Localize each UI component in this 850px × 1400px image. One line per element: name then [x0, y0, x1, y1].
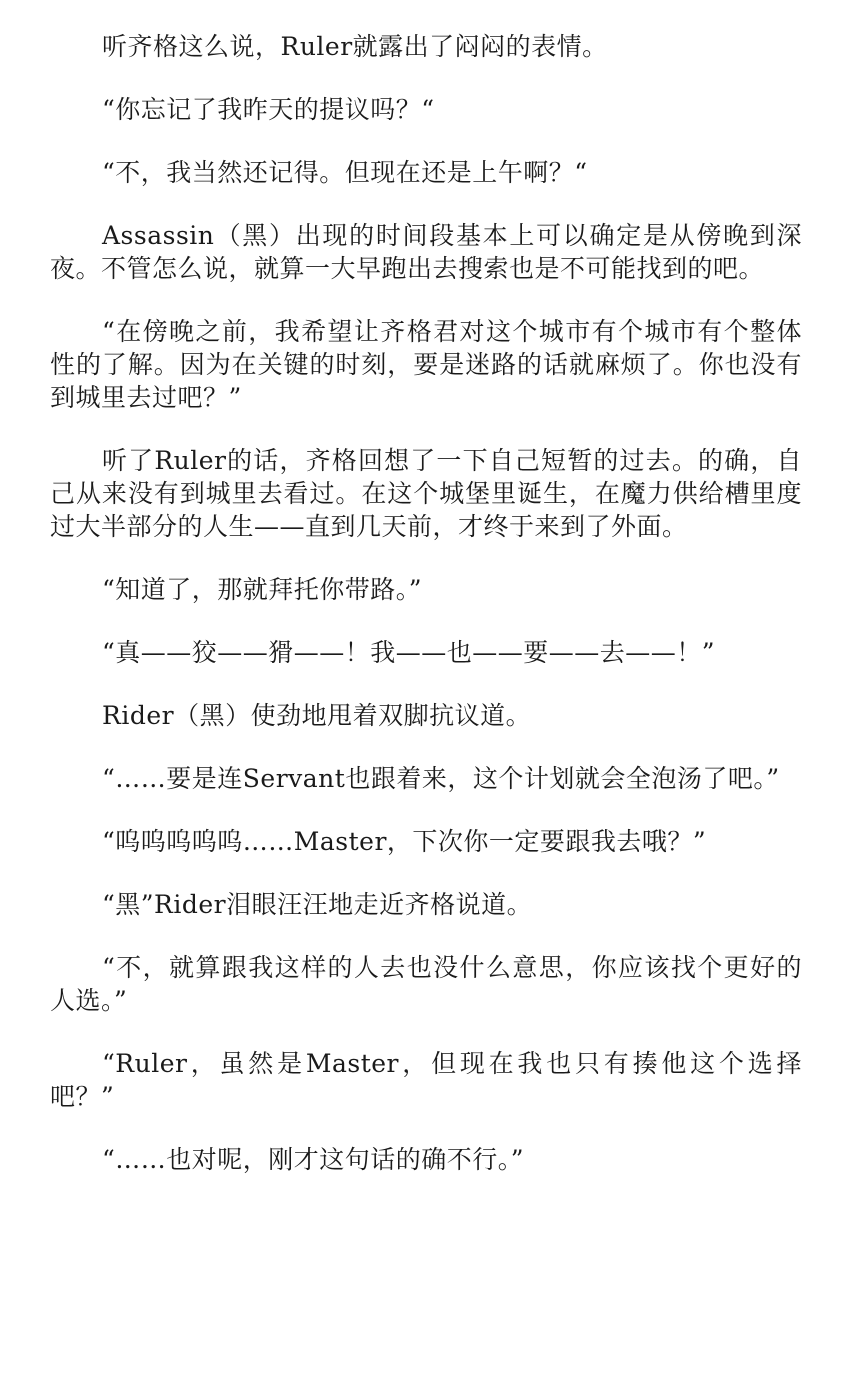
- paragraph-9: Rider（黑）使劲地甩着双脚抗议道。: [102, 701, 532, 730]
- paragraph-15: “……也对呢，刚才这句话的确不行。”: [102, 1145, 525, 1174]
- paragraph-6: 听了Ruler的话，齐格回想了一下自己短暂的过去。的确，自己从来没有到城里去看过。在这个城堡里诞生，在魔力供给槽里度过大半部分的人生——直到几天前，才终于来到了外面。: [50, 446, 802, 541]
- paragraph-13: “不，就算跟我这样的人去也没什么意思，你应该找个更好的人选。”: [50, 953, 802, 1015]
- paragraph-1: 听齐格这么说，Ruler就露出了闷闷的表情。: [102, 32, 608, 61]
- paragraph-10: “……要是连Servant也跟着来，这个计划就会全泡汤了吧。”: [102, 764, 780, 793]
- paragraph-5: “在傍晚之前，我希望让齐格君对这个城市有个城市有个整体性的了解。因为在关键的时刻，要是迷路的话就麻烦了。你也没有到城里去过吧？”: [50, 317, 802, 412]
- paragraph-3: “不，我当然还记得。但现在还是上午啊？“: [102, 158, 588, 187]
- paragraph-4: Assassin（黑）出现的时间段基本上可以确定是从傍晚到深夜。不管怎么说，就算一大早跑出去搜索也是不可能找到的吧。: [50, 221, 802, 283]
- document-page: [50, 30, 802, 1206]
- paragraph-8: “真——狡——猾——！我——也——要——去——！”: [102, 638, 716, 667]
- paragraph-12: “黑”Rider泪眼汪汪地走近齐格说道。: [102, 890, 533, 919]
- paragraph-7: “知道了，那就拜托你带路。”: [102, 575, 423, 604]
- paragraph-11: “呜呜呜呜呜……Master，下次你一定要跟我去哦？”: [102, 827, 707, 856]
- paragraph-14: “Ruler，虽然是Master，但现在我也只有揍他这个选择吧？”: [50, 1049, 802, 1111]
- paragraph-2: “你忘记了我昨天的提议吗？“: [102, 95, 435, 124]
